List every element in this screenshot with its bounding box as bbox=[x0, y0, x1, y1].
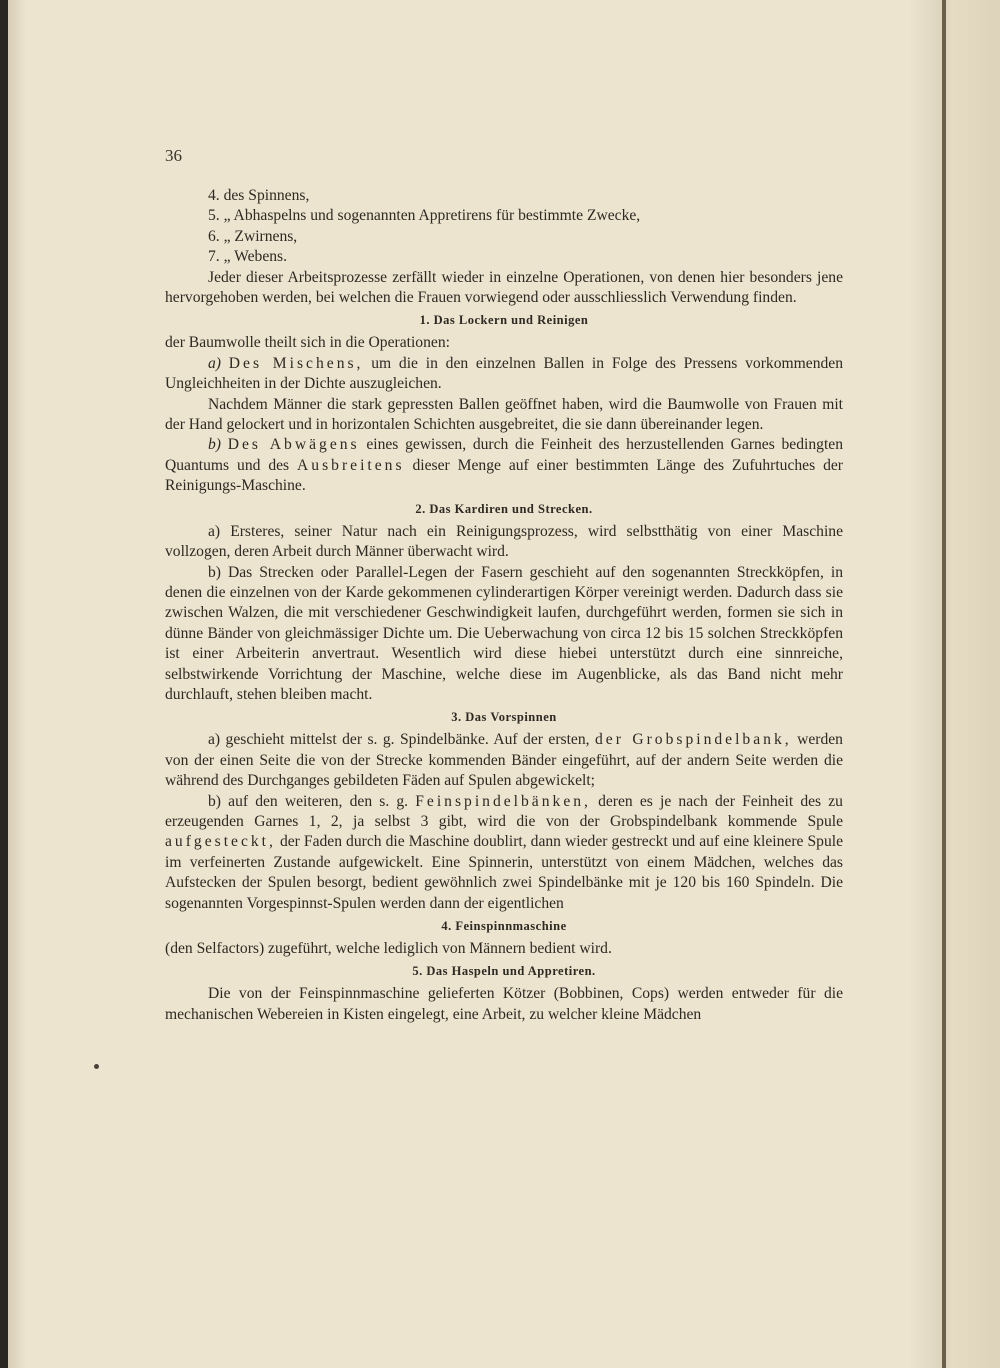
section-3-a-rest: werden von der einen Seite die von der Strecke kommenden Bänder eingeführt, auf der andern Seite werden die während des Durchganges gebildeten Fäden auf Spulen abgewickelt; bbox=[165, 731, 843, 790]
section-3-a-text: a) geschieht mittelst der s. g. Spindelbänke. Auf der ersten, bbox=[208, 731, 595, 749]
section-4-text: (den Selfactors) zugeführt, welche lediglich von Männern bedient wird. bbox=[165, 940, 612, 957]
term-mischens: Des Mischens, bbox=[228, 354, 364, 372]
page-text bbox=[165, 186, 843, 1025]
section-3-b bbox=[165, 792, 843, 914]
section-1-b-rest: dieser Menge auf einer bestimmten Länge des Zufuhrtuches der Reinigungs-Maschine. bbox=[165, 456, 843, 495]
section-5-heading: 5. Das Haspeln und Appretiren. bbox=[412, 964, 596, 979]
section-1-b-text: eines gewissen, durch die Feinheit des herzustellenden Garnes bedingten Quantums und des bbox=[165, 436, 843, 474]
section-1-lead: der Baumwolle theilt sich in die Operationen: bbox=[165, 334, 450, 352]
book-page bbox=[8, 0, 942, 1368]
section-1-a-text: um die in den einzelnen Ballen in Folge des Pressens vorkommenden Ungleichheiten in der Dichte auszugleichen. bbox=[165, 354, 844, 393]
section-3-a bbox=[165, 730, 843, 791]
section-3-b-mid: deren es je nach der Feinheit des zu erzeugenden Garnes 1, 2, ja selbst 3 gibt, wird die von der Grobspindelbank kommende Spule bbox=[165, 792, 843, 830]
section-5-text: Die von der Feinspinnmaschine gelieferten Kötzer (Bobbinen, Cops) werden entweder für die mechanischen Webereien in Kisten eingelegt, eine Arbeit, zu welcher kleine Mädchen bbox=[165, 985, 843, 1023]
gutter-shadow bbox=[942, 0, 946, 1368]
section-1-heading: 1. Das Lockern und Reinigen bbox=[419, 313, 589, 328]
section-3-b-text: b) auf den weiteren, den s. g. bbox=[208, 792, 416, 810]
margin-dot bbox=[94, 1064, 99, 1069]
label-b: b) bbox=[208, 436, 228, 454]
term-grobspindelbank: der Grobspindelbank, bbox=[594, 731, 792, 749]
section-3-b-rest: der Faden durch die Maschine doublirt, dann wieder gestreckt und auf eine kleinere Spule im verfeinerten Zustande aufgewickelt. Eine Spinnerin, unterstützt von einem Mädchen, welches das Aufstecken der Spulen besorgt, bedient gewöhnlich zwei Spindelbänke mit je 120 bis 160 Spindeln. Die sogenannten Vorgespinnst-Spulen werden dann der eigentlichen bbox=[165, 833, 843, 912]
section-2-b: b) Das Strecken oder Parallel-Legen der Fasern geschieht auf den sogenannten Streckköpfen, in denen die einzelnen von der Karde gekommenen cylinderartigen Körper vereinigt werden. Dadurch dass sie zwischen Walzen, die mit verschiedener Geschwindigkeit laufen, durchgeführt werden, formen sie sich in dünne Bänder von gleichmässiger Dichte um. Die Ueberwachung von circa 12 bis 15 solchen Streckköpfen ist einer Arbeiterin anvertraut. Wesentlich wird diese hiebei unterstützt durch eine sinnreiche, selbstwirkende Vorrichtung der Maschine, welche diese im Augenblicke, als das Band nicht mehr durchlauft, stehen bleiben macht. bbox=[165, 563, 843, 703]
list-item-5: 5. „ Abhaspelns und sogenannten Appretirens für bestimmte Zwecke, bbox=[208, 207, 641, 225]
list-item-6: 6. „ Zwirnens, bbox=[208, 227, 298, 245]
term-abwaegens: Des Abwägens bbox=[227, 436, 360, 454]
intro-paragraph: Jeder dieser Arbeitsprozesse zerfällt wieder in einzelne Operationen, von denen hier besonders jene hervorgehoben werden, bei welchen die Frauen vorwiegend oder ausschliesslich Verwendung finden. bbox=[165, 268, 843, 307]
section-1-a bbox=[165, 354, 843, 395]
section-1-b bbox=[165, 435, 843, 496]
next-page-edge bbox=[942, 0, 1000, 1368]
list-item-4: 4. des Spinnens, bbox=[208, 187, 310, 204]
term-ausbreitens: Ausbreitens bbox=[297, 456, 405, 474]
section-4-heading: 4. Feinspinnmaschine bbox=[441, 919, 567, 933]
page-number: 36 bbox=[165, 146, 182, 165]
section-2-a: a) Ersteres, seiner Natur nach ein Reinigungsprozess, wird selbstthätig von einer Maschine vollzogen, deren Arbeit durch Männer überwacht wird. bbox=[165, 522, 843, 561]
section-3-heading: 3. Das Vorspinnen bbox=[451, 710, 557, 725]
list-item-7: 7. „ Webens. bbox=[208, 248, 288, 266]
section-2-heading: 2. Das Kardiren und Strecken. bbox=[415, 501, 593, 516]
term-aufgesteckt: aufgesteckt, bbox=[165, 833, 276, 851]
section-1-p2: Nachdem Männer die stark gepressten Ballen geöffnet haben, wird die Baumwolle von Frauen mit der Hand gelockert und in horizontalen Schichten ausgebreitet, die sie dann übereinander legen. bbox=[165, 395, 843, 434]
term-feinspindelbaenken: Feinspindelbänken, bbox=[415, 792, 591, 810]
label-a: a) bbox=[208, 354, 229, 372]
